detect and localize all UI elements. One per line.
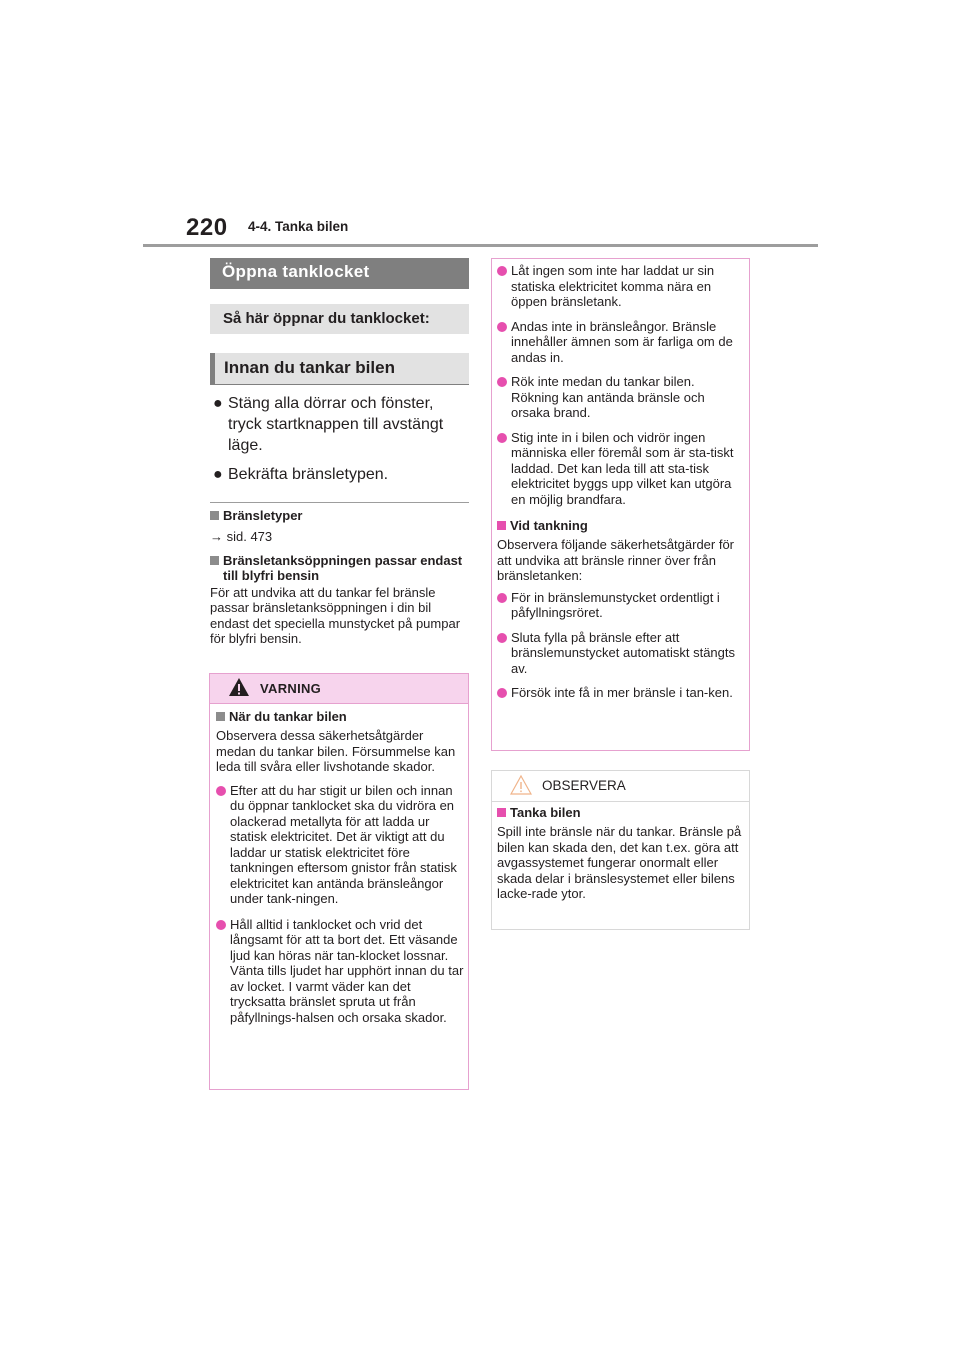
heading-open-fuel-cap: Öppna tanklocket [210, 258, 469, 289]
fuel-types-reference: → sid. 473 [210, 529, 273, 544]
refuel-item: Försök inte få in mer bränsle i tan-ken. [497, 685, 744, 701]
refuel-item: Sluta fylla på bränsle efter att bränslemunstycket automatiskt stängts av. [497, 630, 744, 677]
notice-header [492, 771, 749, 802]
pink-bullet-icon [497, 633, 507, 643]
list-item: ● Stäng alla dörrar och fönster, tryck startknappen till avstängt läge. [213, 395, 444, 454]
square-bullet-icon [216, 712, 225, 721]
warning-content [216, 709, 464, 1025]
warning-title: När du tankar bilen [216, 709, 464, 724]
square-bullet-icon [210, 556, 219, 565]
warning-item: Efter att du har stigit ur bilen och innan du öppnar tanklocket ska du vidröra en olackerad metallyta för att ladda ur statisk elektricitet. Det är viktigt att du laddar ur statisk elektricitet före tankningen eftersom gnistor från statisk elektricitet kan antända bränsleångor under tank-ningen. [216, 783, 464, 907]
bullet-icon: ● [213, 466, 223, 483]
refuel-title: Vid tankning [497, 518, 744, 533]
notice-label: OBSERVERA [542, 778, 626, 793]
caution-triangle-icon [510, 774, 532, 796]
header-divider [143, 244, 818, 247]
warning-header [210, 674, 468, 704]
fuel-opening-text: För att undvika att du tankar fel bränsle passar bränsletanksöppningen i din bil endast det speciella munstycket på pumpar för blyfri bensin. [210, 584, 461, 646]
divider [210, 502, 469, 503]
fuel-types-title: Bränsletyper [210, 508, 469, 523]
notice-text: Spill inte bränsle när du tankar. Bränsle på bilen kan skada den, det kan t.ex. göra att avgassystemet fungerar onormalt eller skada delar i bränslesystemet eller bilens lacke-rade ytor. [497, 824, 742, 901]
section-title: 4-4. Tanka bilen [248, 219, 349, 234]
pink-bullet-icon [497, 322, 507, 332]
warning-item: Rök inte medan du tankar bilen. Rökning kan antända bränsle och orsaka brand. [497, 374, 744, 421]
square-bullet-icon [497, 521, 506, 530]
warning-item: Stig inte in i bilen och vidrör ingen människa eller föremål som är sta-tiskt laddad. Det kan leda till att sta-tisk elektricitet byggs upp vilket kan utgöra en möjlig brandfara. [497, 430, 744, 508]
square-bullet-icon [497, 808, 506, 817]
pink-bullet-icon [216, 786, 226, 796]
bullet-icon: ● [213, 395, 223, 412]
warning-box [209, 673, 469, 1090]
warning-continued-content [497, 263, 744, 701]
notice-title: Tanka bilen [497, 805, 745, 820]
pink-bullet-icon [497, 688, 507, 698]
pink-bullet-icon [497, 433, 507, 443]
refuel-item: För in bränslemunstycket ordentligt i påfyllningsröret. [497, 590, 744, 621]
warning-item: Låt ingen som inte har laddat ur sin statiska elektricitet komma nära en öppen bränsletank. [497, 263, 744, 310]
square-bullet-icon [210, 511, 219, 520]
pink-bullet-icon [497, 377, 507, 387]
fuel-types-section [210, 508, 469, 647]
pink-bullet-icon [497, 593, 507, 603]
warning-box-continued [491, 258, 750, 751]
list-item: ● Bekräfta bränsletypen. [213, 466, 389, 483]
warning-intro: Observera dessa säkerhetsåtgärder medan du tankar bilen. Försummelse kan leda till svåra eller livshotande skador. [216, 728, 456, 774]
notice-content [497, 805, 745, 902]
refuel-intro: Observera följande säkerhetsåtgärder för att undvika att bränsle rinner över från bränsletanken: [497, 537, 735, 583]
notice-box [491, 770, 750, 930]
page-number: 220 [186, 214, 228, 241]
warning-item: Håll alltid i tanklocket och vrid det långsamt för att ta bort det. Ett väsande ljud kan höras när tan-klocket lossnar. Vänta tills ljudet har upphört innan du tar av locket. I varmt väder kan det trycksatta bränslet spruta ut från påfyllnings-halsen och orsaka skador. [216, 917, 464, 1026]
heading-before-refuel: Innan du tankar bilen [210, 353, 469, 385]
pink-bullet-icon [216, 920, 226, 930]
fuel-opening-title: Bränsletanksöppningen passar endast till blyfri bensin [210, 553, 469, 583]
heading-how-to-open: Så här öppnar du tanklocket: [210, 304, 469, 334]
before-refuel-list [210, 393, 469, 493]
warning-label: VARNING [260, 681, 322, 696]
warning-triangle-icon [228, 676, 250, 698]
warning-item: Andas inte in bränsleångor. Bränsle innehåller ämnen som är farliga om de andas in. [497, 319, 744, 366]
pink-bullet-icon [497, 266, 507, 276]
